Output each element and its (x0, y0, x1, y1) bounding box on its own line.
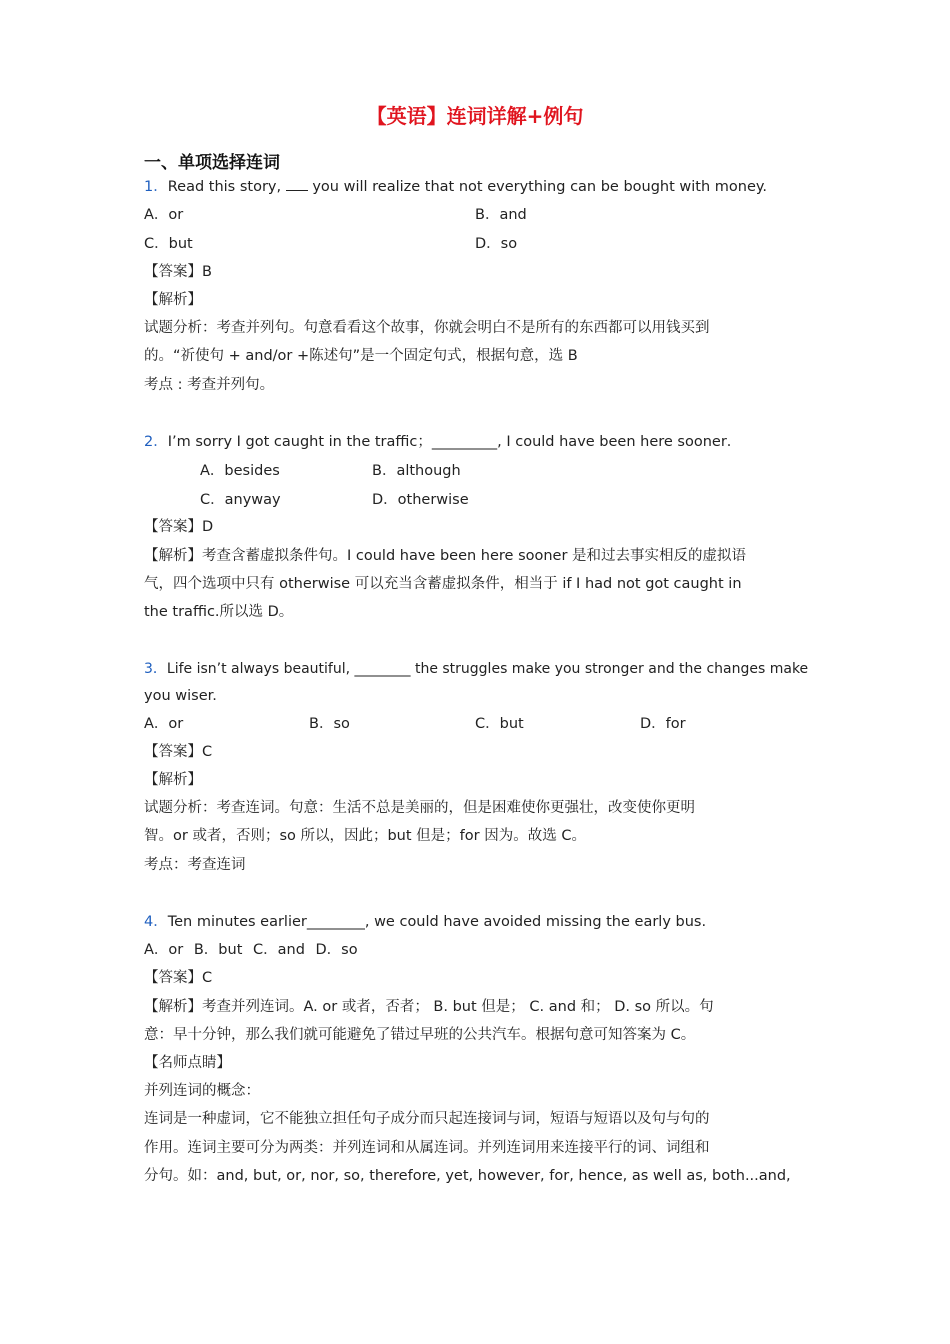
question-1-stem (144, 177, 767, 197)
question-4-options: A．or B．but C．and D．so (144, 942, 358, 958)
question-3-answer: 【答案】C (144, 744, 213, 760)
section-heading: 一、单项选择连词 (144, 153, 280, 173)
question-4-stem (144, 912, 706, 932)
question-1-answer: 【答案】B (144, 264, 212, 280)
question-4-tip-label: 【名师点睛】 (144, 1055, 231, 1071)
question-4-concept-line-3: 分句。如：and, but, or, nor, so, therefore, yet, however, for, hence, as well as, both...and, (144, 1168, 791, 1184)
question-4-analysis-line-1: 【解析】考查并列连词。A. or 或者，否者； B. but 但是； C. and 和； D. so 所以。句 (144, 999, 714, 1015)
question-2-option-b: B．although (372, 463, 461, 479)
question-2-analysis-line-1: 【解析】考查含蓄虚拟条件句。I could have been here sooner 是和过去事实相反的虚拟语 (144, 548, 747, 564)
question-4-stem-text: Ten minutes earlier________, we could have avoided missing the early bus. (167, 914, 707, 930)
question-1-option-a: A．or (144, 207, 184, 223)
question-2-option-c: C．anyway (200, 492, 281, 508)
page-title: 【英语】连词详解+例句 (366, 104, 584, 128)
question-3-option-a: A．or (144, 716, 184, 732)
question-2-analysis-line-2: 气，四个选项中只有 otherwise 可以充当含蓄虚拟条件，相当于 if I had not got caught in (144, 576, 742, 592)
question-1-point: 考点 : 考查并列句。 (144, 377, 275, 393)
question-1-analysis-line-2: 的。“祈使句 + and/or +陈述句”是一个固定句式，根据句意，选 B (144, 348, 578, 364)
question-2-option-a: A．besides (200, 463, 280, 479)
question-4-concept-line-1: 连词是一种虚词，它不能独立担任句子成分而只起连接词与词，短语与短语以及句与句的 (144, 1111, 710, 1127)
question-3-stem-text: Life isn’t always beautiful, ________ the struggles make you stronger and the changes make (166, 661, 809, 677)
question-2-analysis-line-3: the traffic.所以选 D。 (144, 604, 294, 620)
question-4-answer: 【答案】C (144, 970, 213, 986)
question-3-point: 考点：考查连词 (144, 857, 246, 873)
question-1-stem-b: you will realize that not everything can be bought with money. (307, 179, 768, 195)
question-3-option-b: B．so (309, 716, 350, 732)
question-1-option-c: C．but (144, 236, 193, 252)
question-3-analysis-line-1: 试题分析：考查连词。句意：生活不总是美丽的，但是困难使你更强壮，改变使你更明 (144, 800, 695, 816)
question-3-analysis-line-2: 智。or 或者，否则；so 所以，因此；but 但是；for 因为。故选 C。 (144, 828, 586, 844)
question-2-number: 2． (144, 434, 168, 450)
question-1-number: 1． (144, 179, 168, 195)
question-1-stem-a: Read this story, (167, 179, 286, 195)
question-1-option-d: D．so (475, 236, 518, 252)
question-2-stem (144, 432, 741, 452)
question-2-option-d: D．otherwise (372, 492, 469, 508)
question-1-option-b: B．and (475, 207, 527, 223)
question-4-concept-heading: 并列连词的概念： (144, 1083, 260, 1099)
question-3-option-d: D．for (640, 716, 686, 732)
question-3-stem-line-1 (144, 659, 808, 679)
question-2-stem-text: I’m sorry I got caught in the traffic；_________, I could have been here sooner． (167, 434, 742, 450)
question-4-analysis-line-2: 意：早十分钟，那么我们就可能避免了错过早班的公共汽车。根据句意可知答案为 C。 (144, 1027, 696, 1043)
question-4-concept-line-2: 作用。连词主要可分为两类：并列连词和从属连词。并列连词用来连接平行的词、词组和 (144, 1140, 710, 1156)
question-4-number: 4． (144, 914, 168, 930)
question-3-stem-line-2: you wiser. (144, 688, 217, 704)
question-1-analysis-label: 【解析】 (144, 292, 202, 308)
question-1-analysis-line-1: 试题分析：考查并列句。句意看看这个故事，你就会明白不是所有的东西都可以用钱买到 (144, 320, 710, 336)
question-3-analysis-label: 【解析】 (144, 772, 202, 788)
question-1-blank (286, 178, 308, 191)
question-2-answer: 【答案】D (144, 519, 214, 535)
question-3-option-c: C．but (475, 716, 524, 732)
question-3-number: 3． (144, 661, 167, 677)
